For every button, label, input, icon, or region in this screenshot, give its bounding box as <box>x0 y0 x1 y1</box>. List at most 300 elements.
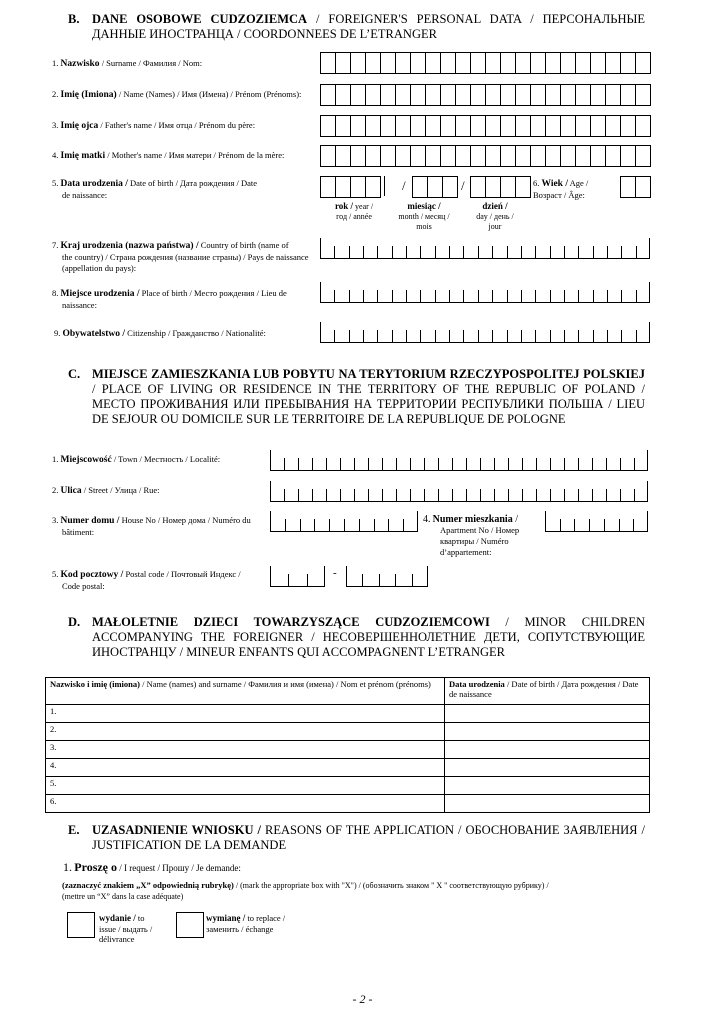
char-box[interactable] <box>366 85 381 105</box>
tick-mark <box>607 246 608 258</box>
tick-mark <box>494 458 495 470</box>
char-box[interactable] <box>381 85 396 105</box>
char-box[interactable] <box>636 85 651 105</box>
tick-mark <box>368 458 369 470</box>
tick-mark <box>492 246 493 258</box>
char-box[interactable] <box>441 146 456 166</box>
field-postal-code-label: 5. Kod pocztowy / Postal code / Почтовый Индекс / Code postal: <box>52 569 241 591</box>
char-box[interactable] <box>428 177 443 197</box>
tick-mark <box>334 246 335 258</box>
tick-mark <box>564 458 565 470</box>
house-no-line[interactable] <box>270 511 418 532</box>
char-box[interactable] <box>561 53 576 73</box>
child-birthdate-cell[interactable] <box>445 705 650 723</box>
tick-mark <box>592 489 593 501</box>
tick-mark <box>564 489 565 501</box>
surname-boxes[interactable] <box>320 52 651 74</box>
age-boxes[interactable] <box>620 176 651 198</box>
postal-dash: - <box>333 567 337 579</box>
names-boxes[interactable] <box>320 84 651 106</box>
char-box[interactable] <box>591 116 606 136</box>
field-mother-label: 4. Imię matki / Mother's name / Имя матери / Prénom de la mère: <box>52 150 285 161</box>
child-birthdate-cell[interactable] <box>445 777 650 795</box>
char-box[interactable] <box>351 53 366 73</box>
tick-mark <box>578 489 579 501</box>
date-slash: / <box>461 178 465 193</box>
char-box[interactable] <box>606 53 621 73</box>
char-box[interactable] <box>621 146 636 166</box>
char-box[interactable] <box>576 146 591 166</box>
char-box[interactable] <box>426 85 441 105</box>
char-box[interactable] <box>591 53 606 73</box>
tick-mark <box>406 330 407 342</box>
char-box[interactable] <box>486 85 501 105</box>
tick-mark <box>435 290 436 302</box>
char-box[interactable] <box>411 116 426 136</box>
tick-mark <box>406 290 407 302</box>
tick-mark <box>564 246 565 258</box>
char-box[interactable] <box>471 116 486 136</box>
tick-mark <box>374 519 375 531</box>
char-box[interactable] <box>531 85 546 105</box>
tick-mark <box>452 458 453 470</box>
tick-mark <box>395 574 396 586</box>
char-box[interactable] <box>441 116 456 136</box>
tick-mark <box>340 489 341 501</box>
char-box[interactable] <box>486 53 501 73</box>
char-box[interactable] <box>621 116 636 136</box>
child-birthdate-cell[interactable] <box>445 723 650 741</box>
tick-mark <box>320 322 321 342</box>
section-letter: E. <box>68 823 80 837</box>
char-box[interactable] <box>321 177 336 197</box>
month-caption: miesiąc / month / месяц / mois <box>398 201 450 231</box>
column-header-birthdate: Data urodzenia / Date of birth / Дата рождения / Date de naissance <box>445 678 650 705</box>
tick-mark <box>521 246 522 258</box>
tick-mark <box>417 511 418 531</box>
char-box[interactable] <box>546 85 561 105</box>
tick-mark <box>633 519 634 531</box>
char-box[interactable] <box>501 177 516 197</box>
char-box[interactable] <box>516 116 531 136</box>
child-name-cell[interactable]: 5. <box>46 777 445 795</box>
section-letter: C. <box>68 367 81 381</box>
char-box[interactable] <box>321 116 336 136</box>
child-name-cell[interactable]: 6. <box>46 795 445 813</box>
tick-mark <box>285 519 286 531</box>
char-box[interactable] <box>621 85 636 105</box>
tick-mark <box>550 246 551 258</box>
field-house-no-label: 3. Numer domu / House No / Номер дома / Numéro du bâtiment: <box>52 515 251 537</box>
day-caption: dzień / day / день / jour <box>476 201 514 231</box>
child-birthdate-cell[interactable] <box>445 759 650 777</box>
child-birthdate-cell[interactable] <box>445 795 650 813</box>
table-row <box>46 795 650 813</box>
tick-mark <box>362 574 363 586</box>
char-box[interactable] <box>336 177 351 197</box>
char-box[interactable] <box>336 146 351 166</box>
tick-mark <box>388 519 389 531</box>
tick-mark <box>636 330 637 342</box>
char-box[interactable] <box>381 146 396 166</box>
postal-code-part2[interactable] <box>346 566 428 587</box>
char-box[interactable] <box>396 146 411 166</box>
tick-mark <box>300 519 301 531</box>
tick-mark <box>550 330 551 342</box>
tick-mark <box>606 458 607 470</box>
tick-mark <box>363 246 364 258</box>
tick-mark <box>606 489 607 501</box>
father-name-boxes[interactable] <box>320 115 651 137</box>
tick-mark <box>396 489 397 501</box>
char-box[interactable] <box>561 85 576 105</box>
char-box[interactable] <box>471 85 486 105</box>
tick-mark <box>377 290 378 302</box>
field-town-label: 1. Miejscowość / Town / Местность / Localité: <box>52 454 221 465</box>
citizenship-line[interactable] <box>320 322 650 343</box>
tick-mark <box>578 458 579 470</box>
char-box[interactable] <box>396 85 411 105</box>
char-box[interactable] <box>396 116 411 136</box>
tick-mark <box>270 450 271 470</box>
apartment-no-line[interactable] <box>545 511 648 532</box>
date-slash: / <box>402 178 406 193</box>
tick-mark <box>480 489 481 501</box>
char-box[interactable] <box>501 116 516 136</box>
section-title-rest: / PLACE OF LIVING OR RESIDENCE IN THE TERRITORY OF THE REPUBLIC OF POLAND / МЕСТО ПРОЖИВАНИЯ ИЛИ ПРЕБЫВАНИЯ НА ТЕРРИТОРИИ РЕСПУБЛИКИ ПОЛЬША / LIEU DE SEJOUR OU DOMICILE SUR LE TERRITOIRE DE LA REPUBLIQUE DE POLOGNE <box>92 382 645 426</box>
char-box[interactable] <box>636 177 651 197</box>
column-header-name: Nazwisko i imię (imiona) / Name (names) and surname / Фамилия и имя (имена) / Nom et prénom (prénoms) <box>46 678 445 705</box>
tick-mark <box>508 489 509 501</box>
tick-mark <box>578 330 579 342</box>
tick-mark <box>535 246 536 258</box>
tick-mark <box>312 489 313 501</box>
char-box[interactable] <box>606 146 621 166</box>
tick-mark <box>449 330 450 342</box>
tick-mark <box>621 290 622 302</box>
tick-mark <box>435 246 436 258</box>
char-box[interactable] <box>621 53 636 73</box>
char-box[interactable] <box>516 85 531 105</box>
char-box[interactable] <box>591 146 606 166</box>
tick-mark <box>270 566 271 586</box>
mother-name-boxes[interactable] <box>320 145 651 167</box>
char-box[interactable] <box>321 85 336 105</box>
char-box[interactable] <box>606 116 621 136</box>
tick-mark <box>438 458 439 470</box>
char-box[interactable] <box>636 116 651 136</box>
section-b-heading <box>68 12 645 42</box>
char-box[interactable] <box>411 85 426 105</box>
tick-mark <box>507 246 508 258</box>
tick-mark <box>593 330 594 342</box>
char-box[interactable] <box>336 85 351 105</box>
tick-mark <box>284 458 285 470</box>
char-box[interactable] <box>456 116 471 136</box>
tick-mark <box>647 450 648 470</box>
char-box[interactable] <box>546 146 561 166</box>
char-box[interactable] <box>546 116 561 136</box>
field-birth-country-label: 7. Kraj urodzenia (nazwa państwa) / Country of birth (name of the country) / Страна рождения (название страны) / Pays de naissance (appellation du pays): <box>52 240 309 273</box>
tick-mark <box>406 246 407 258</box>
table-row <box>46 777 650 795</box>
tick-mark <box>314 519 315 531</box>
char-box[interactable] <box>591 85 606 105</box>
tick-mark <box>392 330 393 342</box>
tick-mark <box>349 246 350 258</box>
char-box[interactable] <box>456 85 471 105</box>
char-box[interactable] <box>381 116 396 136</box>
tick-mark <box>589 519 590 531</box>
tick-mark <box>424 458 425 470</box>
birth-day-boxes[interactable] <box>470 176 531 198</box>
char-box[interactable] <box>501 85 516 105</box>
tick-mark <box>410 489 411 501</box>
checkbox-replace-label: wymianę / to replace / заменить / échange <box>206 913 286 934</box>
tick-mark <box>435 330 436 342</box>
tick-mark <box>344 519 345 531</box>
char-box[interactable] <box>441 85 456 105</box>
tick-mark <box>535 290 536 302</box>
tick-mark <box>621 246 622 258</box>
char-box[interactable] <box>321 146 336 166</box>
char-box[interactable] <box>516 146 531 166</box>
char-box[interactable] <box>501 146 516 166</box>
char-box[interactable] <box>501 53 516 73</box>
tick-mark <box>478 290 479 302</box>
child-name-cell[interactable]: 3. <box>46 741 445 759</box>
tick-mark <box>420 246 421 258</box>
char-box[interactable] <box>606 85 621 105</box>
postal-code-part1[interactable] <box>270 566 325 587</box>
table-row <box>46 705 650 723</box>
tick-mark <box>647 481 648 501</box>
char-box[interactable] <box>396 53 411 73</box>
tick-mark <box>424 489 425 501</box>
page-number: - 2 - <box>352 992 373 1006</box>
tick-mark <box>636 246 637 258</box>
tick-mark <box>649 322 650 342</box>
char-box[interactable] <box>351 85 366 105</box>
field-street-label: 2. Ulica / Street / Улица / Rue: <box>52 485 160 496</box>
checkbox-issue[interactable] <box>67 912 95 938</box>
year-caption: rok / year / год / année <box>334 201 374 221</box>
tick-mark <box>324 566 325 586</box>
tick-mark <box>363 330 364 342</box>
tick-mark <box>508 458 509 470</box>
section-c-heading <box>68 367 645 427</box>
tick-mark <box>536 489 537 501</box>
char-box[interactable] <box>531 116 546 136</box>
tick-mark <box>535 330 536 342</box>
apartment-label: 4. Numer mieszkania / Apartment No / Номер квартиры / Numéro d’appartement: <box>423 514 520 557</box>
tick-mark <box>270 481 271 501</box>
tick-mark <box>593 246 594 258</box>
char-box[interactable] <box>456 146 471 166</box>
tick-mark <box>574 519 575 531</box>
char-box[interactable] <box>366 116 381 136</box>
tick-mark <box>420 330 421 342</box>
tick-mark <box>466 458 467 470</box>
field-birth-place-label: 8. Miejsce urodzenia / Place of birth / Место рождения / Lieu de naissance: <box>52 288 287 310</box>
tick-mark <box>382 458 383 470</box>
tick-mark <box>494 489 495 501</box>
char-box[interactable] <box>321 53 336 73</box>
tick-mark <box>320 282 321 302</box>
char-box[interactable] <box>336 116 351 136</box>
char-box[interactable] <box>366 53 381 73</box>
char-box[interactable] <box>456 53 471 73</box>
tick-mark <box>578 290 579 302</box>
birth-month-boxes[interactable] <box>412 176 458 198</box>
char-box[interactable] <box>471 146 486 166</box>
char-box[interactable] <box>636 146 651 166</box>
tick-mark <box>636 290 637 302</box>
child-birthdate-cell[interactable] <box>445 741 650 759</box>
field-birthdate-label: 5. Data urodzenia / Date of birth / Дата рождения / Date de naissance: <box>52 178 258 200</box>
char-box[interactable] <box>561 116 576 136</box>
char-box[interactable] <box>486 146 501 166</box>
tick-mark <box>349 330 350 342</box>
tick-mark <box>619 519 620 531</box>
table-row <box>46 741 650 759</box>
char-box[interactable] <box>576 116 591 136</box>
char-box[interactable] <box>516 177 531 197</box>
section-letter: B. <box>68 12 80 26</box>
char-box[interactable] <box>366 146 381 166</box>
tick-mark <box>478 246 479 258</box>
checkbox-replace[interactable] <box>176 912 204 938</box>
section-letter: D. <box>68 615 81 629</box>
char-box[interactable] <box>621 177 636 197</box>
tick-mark <box>340 458 341 470</box>
char-box[interactable] <box>486 116 501 136</box>
tick-mark <box>288 574 289 586</box>
tick-mark <box>620 489 621 501</box>
tick-mark <box>412 574 413 586</box>
minor-children-table <box>45 677 650 813</box>
tick-mark <box>463 246 464 258</box>
tick-mark <box>452 489 453 501</box>
field-surname-label: 1. Nazwisko / Surname / Фамилия / Nom: <box>52 58 203 69</box>
char-box[interactable] <box>411 53 426 73</box>
tick-mark <box>564 290 565 302</box>
section-title-rest: / MINOR CHILDREN ACCOMPANYING THE FOREIGNER / НЕСОВЕРШЕННОЛЕТНИЕ ДЕТИ, СОПУТСТВУЮЩИЕ ИНОСТРАНЦУ / MINEUR ENFANTS QUI ACCOMPAGNENT L’ETRANGER <box>92 615 645 659</box>
char-box[interactable] <box>531 146 546 166</box>
char-box[interactable] <box>351 177 366 197</box>
char-box[interactable] <box>413 177 428 197</box>
char-box[interactable] <box>351 146 366 166</box>
tick-mark <box>507 290 508 302</box>
tick-mark <box>329 519 330 531</box>
tick-mark <box>427 566 428 586</box>
char-box[interactable] <box>636 53 651 73</box>
tick-mark <box>550 458 551 470</box>
birth-year-boxes[interactable] <box>320 176 381 198</box>
tick-mark <box>349 290 350 302</box>
birth-place-line[interactable] <box>320 282 650 303</box>
section-title-bold: MIEJSCE ZAMIESZKANIA LUB POBYTU NA TERYTORIUM RZECZYPOSPOLITEJ POLSKIEJ <box>92 367 645 381</box>
tick-mark <box>507 330 508 342</box>
tick-mark <box>334 330 335 342</box>
tick-mark <box>392 246 393 258</box>
char-box[interactable] <box>516 53 531 73</box>
tick-mark <box>438 489 439 501</box>
tick-mark <box>392 290 393 302</box>
tick-mark <box>354 458 355 470</box>
town-line[interactable] <box>270 450 648 471</box>
street-line[interactable] <box>270 481 648 502</box>
tick-mark <box>463 330 464 342</box>
tick-mark <box>647 511 648 531</box>
tick-mark <box>379 574 380 586</box>
tick-mark <box>298 458 299 470</box>
char-box[interactable] <box>381 53 396 73</box>
char-box[interactable] <box>576 85 591 105</box>
child-name-cell[interactable]: 2. <box>46 723 445 741</box>
field-father-label: 3. Imię ojca / Father's name / Имя отца / Prénom du père: <box>52 120 256 131</box>
char-box[interactable] <box>471 177 486 197</box>
tick-mark <box>270 511 271 531</box>
tick-mark <box>312 458 313 470</box>
tick-mark <box>359 519 360 531</box>
char-box[interactable] <box>426 146 441 166</box>
age-label: 6. Wiek / Age / Возраст / Âge: <box>533 178 589 200</box>
mark-instruction: (zaznaczyć znakiem „X” odpowiednią rubrykę) / (mark the appropriate box with "X") / (обозначить знаком " X " соответствующую рубрику) / (mettre un “X” dans la case adéquate) <box>62 880 549 901</box>
char-box[interactable] <box>561 146 576 166</box>
tick-mark <box>480 458 481 470</box>
tick-mark <box>449 246 450 258</box>
char-box[interactable] <box>471 53 486 73</box>
tick-mark <box>522 489 523 501</box>
char-box[interactable] <box>443 177 458 197</box>
tick-mark <box>492 290 493 302</box>
tick-mark <box>522 458 523 470</box>
char-box[interactable] <box>576 53 591 73</box>
tick-mark <box>478 330 479 342</box>
tick-mark <box>403 519 404 531</box>
char-box[interactable] <box>426 53 441 73</box>
child-name-cell[interactable]: 1. <box>46 705 445 723</box>
char-box[interactable] <box>531 53 546 73</box>
char-box[interactable] <box>486 177 501 197</box>
tick-mark <box>396 458 397 470</box>
char-box[interactable] <box>366 177 381 197</box>
tick-mark <box>320 238 321 258</box>
char-box[interactable] <box>411 146 426 166</box>
char-box[interactable] <box>441 53 456 73</box>
tick-mark <box>284 489 285 501</box>
tick-mark <box>377 246 378 258</box>
birth-country-line[interactable] <box>320 238 650 259</box>
char-box[interactable] <box>546 53 561 73</box>
tick-mark <box>382 489 383 501</box>
checkbox-issue-label: wydanie / to issue / выдать / délivrance <box>99 913 153 944</box>
char-box[interactable] <box>336 53 351 73</box>
tick-mark <box>634 489 635 501</box>
tick-mark <box>607 330 608 342</box>
child-name-cell[interactable]: 4. <box>46 759 445 777</box>
char-box[interactable] <box>426 116 441 136</box>
tick-mark <box>298 489 299 501</box>
tick-mark <box>463 290 464 302</box>
tick-mark <box>578 246 579 258</box>
char-box[interactable] <box>351 116 366 136</box>
section-title-bold: DANE OSOBOWE CUDZOZIEMCA <box>92 12 308 26</box>
tick-mark <box>621 330 622 342</box>
tick-mark <box>420 290 421 302</box>
section-title-bold: UZASADNIENIE WNIOSKU / <box>92 823 261 837</box>
